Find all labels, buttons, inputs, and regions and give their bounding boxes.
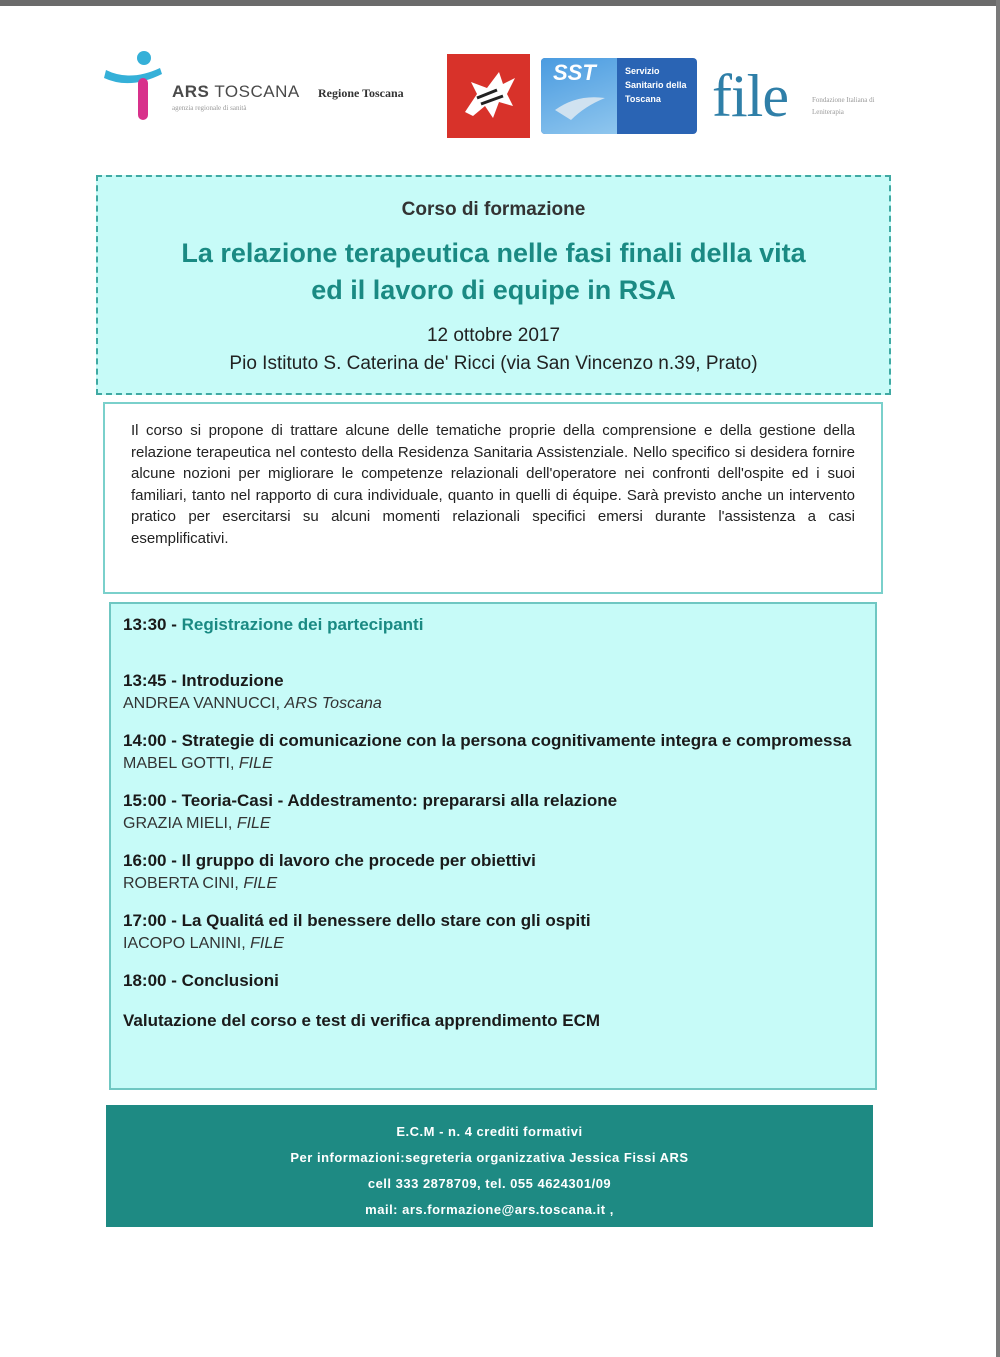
course-title-line-2: ed il lavoro di equipe in RSA [311,275,676,305]
window-top-border [0,0,1000,6]
program-slot: 15:00 - Teoria-Casi - Addestramento: prepararsi alla relazione [123,791,618,810]
program-slot: 18:00 - Conclusioni [123,971,279,990]
program-item [123,612,863,638]
file-logo: file [712,63,788,129]
ecm-contact: Per informazioni:segreteria organizzativa Jessica Fissi ARS [290,1150,689,1165]
course-date: 12 ottobre 2017 [426,325,561,346]
program-slot: 13:45 - Introduzione [123,671,284,690]
ars-subtitle: agenzia regionale di sanità [172,104,247,112]
program-slot: 14:00 - Strategie di comunicazione con la persona cognitivamente integra e compromessa [123,731,852,750]
program-speaker: GRAZIA MIELI, FILE [123,815,271,832]
course-title-line-1: La relazione terapeutica nelle fasi finali della vita [181,238,806,268]
program-item [123,848,863,894]
program-slot: 17:00 - La Qualitá ed il benessere dello stare con gli ospiti [123,911,591,930]
regione-toscana-logo: Regione Toscana [318,86,404,100]
ars-name: ARS TOSCANA [172,82,300,101]
program-closing-text: Valutazione del corso e test di verifica apprendimento ECM [123,1011,601,1030]
ecm-phone: cell 333 2878709, tel. 055 4624301/09 [367,1176,612,1191]
pegasus-logo [447,54,530,138]
sst-image [541,58,617,134]
course-kicker: Corso di formazione [401,199,586,220]
program-speaker: IACOPO LANINI, FILE [123,935,284,952]
ecm-credits: E.C.M - n. 4 crediti formativi [396,1124,583,1139]
program-item [123,968,863,994]
sst-text: Servizio Sanitario della Toscana [625,66,687,104]
ars-toscana-logo [100,48,300,128]
window-right-border [996,0,1000,1357]
program-box [109,602,877,1090]
program-item [123,788,863,834]
program-speaker: MABEL GOTTI, FILE [123,755,273,772]
pegasus-icon [447,54,530,138]
ecm-info-box [106,1105,873,1227]
sst-logo [541,58,697,134]
ars-figure-icon [100,48,170,128]
ecm-mail: mail: ars.formazione@ars.toscana.it , [365,1202,614,1217]
program-slot: 16:00 - Il gruppo di lavoro che procede per obiettivi [123,851,536,870]
description-box [103,402,883,594]
program-item [123,728,863,774]
course-venue: Pio Istituto S. Caterina de' Ricci (via San Vincenzo n.39, Prato) [229,353,758,374]
description-text: Il corso si propone di trattare alcune delle tematiche proprie della comprensione e della gestione della relazione terapeutica nel contesto della Residenza Sanitaria Assistenziale. Nello specifico si desidera fornire alcune nozioni per migliorare le competenze relazionali dell'operatore nei confronti dell'ospite ed i suoi familiari, tanto nel rapporto di cura individuale, quanto in quelli di équipe. Sarà previsto anche un intervento pratico per esercitarsi su alcuni momenti relazionali specifici emersi durante l'assistenza a casi esemplificativi. [131,422,855,547]
file-subtitle: Fondazione Italiana di Leniterapia [812,96,875,116]
course-header [96,175,891,395]
registration-label: Registrazione dei partecipanti [181,615,424,634]
program-slot: 13:30 - Registrazione dei partecipanti [123,615,424,634]
program-speaker: ROBERTA CINI, FILE [123,875,278,892]
sst-letters: SST [553,60,596,85]
program-item [123,908,863,954]
program-closing [123,1008,863,1034]
course-title [98,235,889,309]
logos-row [100,48,880,143]
program-speaker: ANDREA VANNUCCI, ARS Toscana [123,695,382,712]
bird-icon [541,58,617,134]
program-item [123,668,863,714]
